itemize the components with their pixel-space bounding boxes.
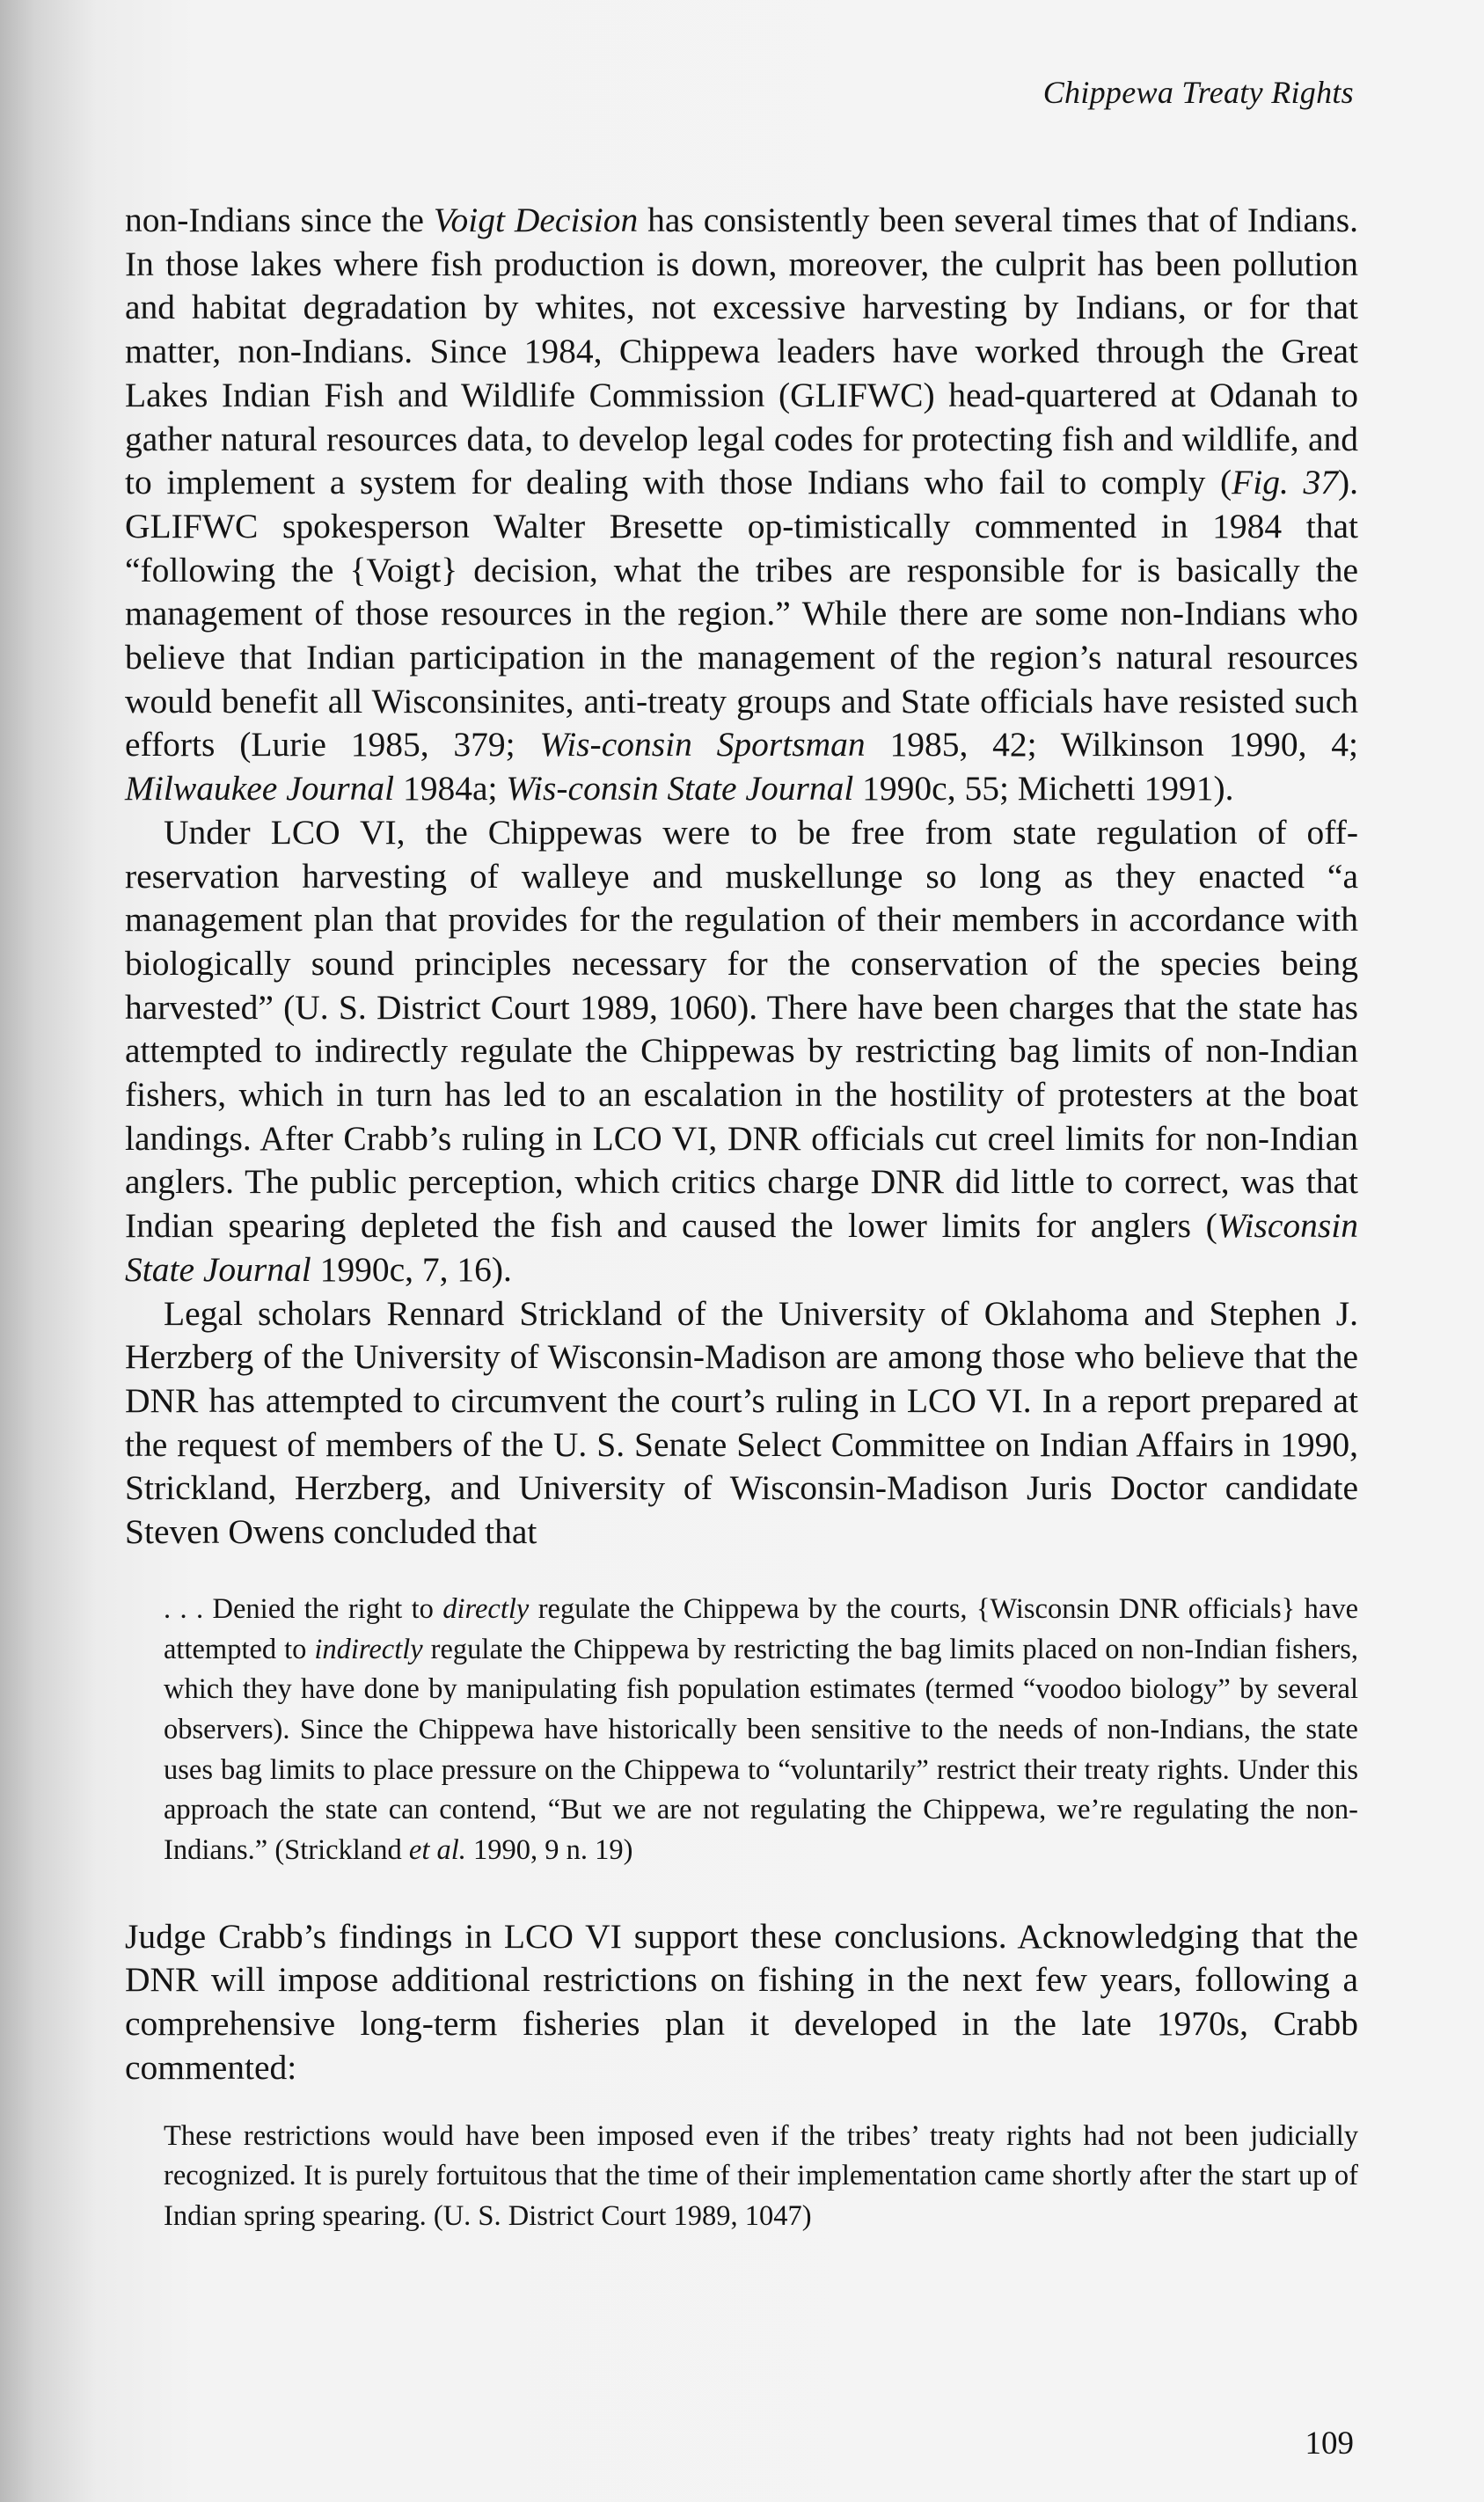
italic-run: Fig. 37 bbox=[1232, 463, 1338, 502]
italic-run: et al. bbox=[408, 1834, 466, 1867]
text-run: ). GLIFWC spokesperson Walter Bresette op-timistically commented in 1984 that “following the {Voigt} decision, what the tribes are responsible for is basically the management of those resources in the region.” While there are some non-Indians who believe that Indian participation in the management of the region’s natural resources would benefit all Wisconsinites, anti-treaty groups and State officials have resisted such efforts (Lurie 1985, 379; bbox=[125, 463, 1358, 764]
text-run: 1990, 9 n. 19) bbox=[465, 1834, 633, 1867]
text-run: 1990c, 7, 16). bbox=[311, 1249, 512, 1289]
text-run: regulate the Chippewa by the courts, {Wisconsin DNR officials} have attempted to bbox=[164, 1592, 1359, 1665]
italic-run: indirectly bbox=[314, 1633, 423, 1665]
paragraph-voigt-decision bbox=[125, 199, 1358, 811]
text-run: Judge Crabb’s findings in LCO VI support these conclusions. Acknowledging that the DNR will impose additional restrictions on fishing in the next few years, following a comprehensive long-term fisheries plan it developed in the late 1970s, Crabb commented: bbox=[125, 1916, 1358, 2087]
italic-run: directly bbox=[442, 1592, 530, 1625]
text-run: has consistently been several times that of Indians. In those lakes where fish production is down, moreover, the culprit has been pollution and habitat degradation by whites, not excessive harvesting by Indians, or for that matter, non-Indians. Since 1984, Chippewa leaders have worked through the Great Lakes Indian Fish and Wildlife Commission (GLIFWC) head-quartered at Odanah to gather natural resources data, to develop legal codes for protecting fish and wildlife, and to implement a system for dealing with those Indians who fail to comply ( bbox=[125, 201, 1358, 502]
text-run: 1990c, 55; Michetti 1991). bbox=[853, 769, 1234, 808]
italic-run: Wisconsin State Journal bbox=[125, 1206, 1358, 1289]
text-run: Under LCO VI, the Chippewas were to be free from state regulation of off-reservation harvesting of walleye and muskellunge so long as they enacted “a management plan that provides for the regulation of their members in accordance with biologically sound principles necessary for the conservation of the species being harvested” (U. S. District Court 1989, 1060). There have been charges that the state has attempted to indirectly regulate the Chippewas by restricting bag limits of non-Indian fishers, which in turn has led to an escalation in the hostility of protesters at the boat landings. After Crabb’s ruling in LCO VI, DNR officials cut creel limits for non-Indian anglers. The public perception, which critics charge DNR did little to correct, was that Indian spearing depleted the fish and caused the lower limits for anglers ( bbox=[125, 812, 1358, 1246]
text-run: regulate the Chippewa by restricting the bag limits placed on non-Indian fishers, which they have done by manipulating fish population estimates (termed “voodoo biology” by several observers). Since the Chippewa have historically been sensitive to the needs of non-Indians, the state uses bag limits to place pressure on the Chippewa to “voluntarily” restrict their treaty rights. Under this approach the state can contend, “But we are not regulating the Chippewa, we’re regulating the non-Indians.” (Strickland bbox=[164, 1633, 1358, 1867]
block-quote-strickland bbox=[164, 1590, 1358, 1871]
block-quote-crabb bbox=[164, 2117, 1358, 2237]
paragraph-judge-crabb bbox=[125, 1915, 1358, 2090]
italic-run: Milwaukee Journal bbox=[125, 769, 395, 808]
paragraph-legal-scholars bbox=[125, 1292, 1358, 1555]
italic-run: Wis-consin Sportsman bbox=[539, 725, 866, 764]
page-number: 109 bbox=[1305, 2425, 1354, 2462]
text-run: 1984a; bbox=[394, 769, 507, 808]
text-run: Legal scholars Rennard Strickland of the University of Oklahoma and Stephen J. Herzberg of the University of Wisconsin-Madison are among those who believe that the DNR has attempted to circumvent the court’s ruling in LCO VI. In a report prepared at the request of members of the U. S. Senate Select Committee on Indian Affairs in 1990, Strickland, Herzberg, and University of Wisconsin-Madison Juris Doctor candidate Steven Owens concluded that bbox=[125, 1293, 1358, 1552]
text-run: 1985, 42; Wilkinson 1990, 4; bbox=[865, 725, 1358, 764]
text-run: . . . Denied the right to bbox=[164, 1592, 443, 1625]
text-block bbox=[125, 199, 1358, 2237]
running-head: Chippewa Treaty Rights bbox=[1042, 75, 1354, 110]
italic-run: Wis-consin State Journal bbox=[506, 769, 854, 808]
text-run: non-Indians since the bbox=[125, 201, 434, 239]
paragraph-lco-vi bbox=[125, 811, 1358, 1292]
italic-run: Voigt Decision bbox=[433, 201, 639, 239]
text-run: These restrictions would have been imposed even if the tribes’ treaty rights had not been judicially recognized. It is purely fortuitous that the time of their implementation came shortly after the start up of Indian spring spearing. (U. S. District Court 1989, 1047) bbox=[164, 2119, 1358, 2232]
